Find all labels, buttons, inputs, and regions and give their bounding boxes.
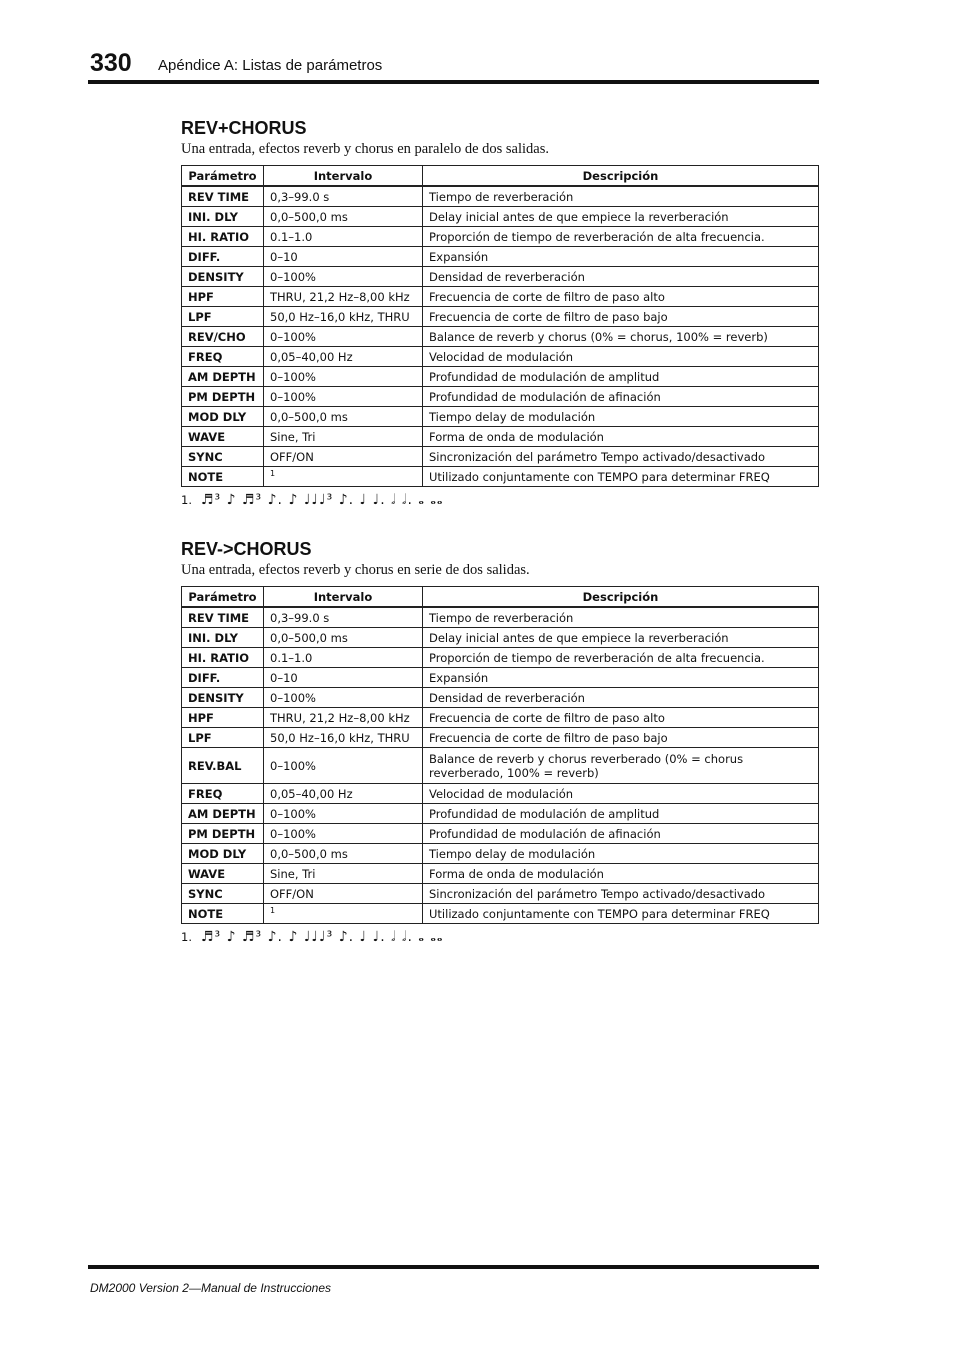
- parameter-table: [181, 165, 819, 487]
- parameter-range: 0–100%: [264, 387, 423, 407]
- parameter-description: Frecuencia de corte de filtro de paso bajo: [423, 728, 819, 748]
- parameter-name: WAVE: [182, 864, 264, 884]
- parameter-name: REV TIME: [182, 186, 264, 207]
- parameter-name: REV.BAL: [182, 748, 264, 784]
- parameter-description: Densidad de reverberación: [423, 267, 819, 287]
- parameter-description: Profundidad de modulación de afinación: [423, 387, 819, 407]
- parameter-table: [181, 586, 819, 924]
- parameter-range: 0,0–500,0 ms: [264, 628, 423, 648]
- parameter-description: Tiempo delay de modulación: [423, 844, 819, 864]
- parameter-name: FREQ: [182, 347, 264, 367]
- column-header-range: Intervalo: [264, 166, 423, 187]
- table-row: [182, 307, 819, 327]
- parameter-name: DENSITY: [182, 267, 264, 287]
- footer-rule: [88, 1265, 819, 1269]
- parameter-description: Sincronización del parámetro Tempo activado/desactivado: [423, 884, 819, 904]
- header-rule: [88, 80, 819, 84]
- column-header-description: Descripción: [423, 587, 819, 608]
- parameter-name: HI. RATIO: [182, 648, 264, 668]
- parameter-description: Balance de reverb y chorus (0% = chorus, 100% = reverb): [423, 327, 819, 347]
- parameter-range: 0–100%: [264, 267, 423, 287]
- parameter-range: 0,0–500,0 ms: [264, 207, 423, 227]
- parameter-range: OFF/ON: [264, 447, 423, 467]
- section-description: Una entrada, efectos reverb y chorus en serie de dos salidas.: [181, 562, 530, 578]
- table-body: [182, 186, 819, 487]
- parameter-range: 0–100%: [264, 327, 423, 347]
- parameter-range: Sine, Tri: [264, 427, 423, 447]
- parameter-range: 0–100%: [264, 804, 423, 824]
- column-header-parameter: Parámetro: [182, 587, 264, 608]
- table-row: [182, 207, 819, 227]
- parameter-range: 0.1–1.0: [264, 648, 423, 668]
- parameter-name: HPF: [182, 708, 264, 728]
- table-row: [182, 688, 819, 708]
- parameter-range: 0,3–99.0 s: [264, 186, 423, 207]
- table-row: [182, 824, 819, 844]
- parameter-description: Tiempo de reverberación: [423, 186, 819, 207]
- parameter-range: OFF/ON: [264, 884, 423, 904]
- parameter-name: WAVE: [182, 427, 264, 447]
- parameter-range: 0,05–40,00 Hz: [264, 347, 423, 367]
- parameter-range: [264, 904, 423, 924]
- parameter-description: Frecuencia de corte de filtro de paso alto: [423, 287, 819, 307]
- table-row: [182, 387, 819, 407]
- parameter-range: 50,0 Hz–16,0 kHz, THRU: [264, 307, 423, 327]
- table-header-row: [182, 166, 819, 187]
- table-row: [182, 864, 819, 884]
- column-header-parameter: Parámetro: [182, 166, 264, 187]
- table-row: [182, 186, 819, 207]
- column-header-description: Descripción: [423, 166, 819, 187]
- parameter-name: PM DEPTH: [182, 824, 264, 844]
- table-row: [182, 884, 819, 904]
- parameter-description: Delay inicial antes de que empiece la reverberación: [423, 628, 819, 648]
- parameter-description: Profundidad de modulación de amplitud: [423, 804, 819, 824]
- table-row: [182, 347, 819, 367]
- table-row: [182, 447, 819, 467]
- parameter-name: NOTE: [182, 467, 264, 487]
- parameter-description: Sincronización del parámetro Tempo activado/desactivado: [423, 447, 819, 467]
- parameter-range: 0,0–500,0 ms: [264, 407, 423, 427]
- parameter-description: Velocidad de modulación: [423, 347, 819, 367]
- parameter-name: MOD DLY: [182, 407, 264, 427]
- parameter-name: HPF: [182, 287, 264, 307]
- parameter-name: LPF: [182, 307, 264, 327]
- parameter-name: DIFF.: [182, 247, 264, 267]
- footer-text: DM2000 Version 2—Manual de Instrucciones: [90, 1281, 332, 1295]
- parameter-description: Velocidad de modulación: [423, 784, 819, 804]
- parameter-name: FREQ: [182, 784, 264, 804]
- parameter-name: SYNC: [182, 884, 264, 904]
- parameter-range: 0.1–1.0: [264, 227, 423, 247]
- parameter-description: Expansión: [423, 668, 819, 688]
- table-row: [182, 804, 819, 824]
- parameter-name: AM DEPTH: [182, 367, 264, 387]
- parameter-description: Utilizado conjuntamente con TEMPO para determinar FREQ: [423, 904, 819, 924]
- table-row: [182, 728, 819, 748]
- parameter-range: 0–100%: [264, 748, 423, 784]
- footnote-label: 1.: [181, 930, 192, 944]
- parameter-description: Densidad de reverberación: [423, 688, 819, 708]
- parameter-description: Forma de onda de modulación: [423, 427, 819, 447]
- note-values-symbols: ♬³ ♪ ♬³ ♪. ♪ ♩♩♩³ ♪. ♩ ♩. 𝅗𝅥 𝅗𝅥. 𝅝 𝅝𝅝: [201, 929, 444, 945]
- parameter-description: Profundidad de modulación de afinación: [423, 824, 819, 844]
- table-row: [182, 708, 819, 728]
- footnote-label: 1.: [181, 493, 192, 507]
- table-row: [182, 748, 819, 784]
- table-row: [182, 628, 819, 648]
- table-row: [182, 327, 819, 347]
- parameter-name: DENSITY: [182, 688, 264, 708]
- parameter-description: Proporción de tiempo de reverberación de alta frecuencia.: [423, 648, 819, 668]
- parameter-range: Sine, Tri: [264, 864, 423, 884]
- running-title: Apéndice A: Listas de parámetros: [158, 57, 383, 74]
- parameter-description: Frecuencia de corte de filtro de paso bajo: [423, 307, 819, 327]
- table-header-row: [182, 587, 819, 608]
- parameter-range: 0,0–500,0 ms: [264, 844, 423, 864]
- parameter-name: REV/CHO: [182, 327, 264, 347]
- parameter-description: Tiempo de reverberación: [423, 607, 819, 628]
- section-rev-plus-chorus: [181, 117, 818, 513]
- parameter-name: DIFF.: [182, 668, 264, 688]
- parameter-name: HI. RATIO: [182, 227, 264, 247]
- footnote-reference: 1: [270, 468, 276, 478]
- parameter-description: Proporción de tiempo de reverberación de alta frecuencia.: [423, 227, 819, 247]
- parameter-name: INI. DLY: [182, 207, 264, 227]
- parameter-description: Frecuencia de corte de filtro de paso alto: [423, 708, 819, 728]
- table-row: [182, 247, 819, 267]
- table-row: [182, 427, 819, 447]
- parameter-range: 0,05–40,00 Hz: [264, 784, 423, 804]
- parameter-range: [264, 467, 423, 487]
- parameter-range: 0–100%: [264, 688, 423, 708]
- parameter-name: NOTE: [182, 904, 264, 924]
- table-row: [182, 607, 819, 628]
- section-title: REV+CHORUS: [181, 118, 307, 138]
- table-row: [182, 467, 819, 487]
- parameter-name: LPF: [182, 728, 264, 748]
- parameter-range: 0–100%: [264, 824, 423, 844]
- table-row: [182, 227, 819, 247]
- parameter-description: Forma de onda de modulación: [423, 864, 819, 884]
- parameter-range: THRU, 21,2 Hz–8,00 kHz: [264, 708, 423, 728]
- parameter-description: Balance de reverb y chorus reverberado (0% = chorus reverberado, 100% = reverb): [423, 748, 819, 784]
- parameter-description: Utilizado conjuntamente con TEMPO para determinar FREQ: [423, 467, 819, 487]
- parameter-description: Delay inicial antes de que empiece la reverberación: [423, 207, 819, 227]
- table-row: [182, 287, 819, 307]
- table-row: [182, 648, 819, 668]
- column-header-range: Intervalo: [264, 587, 423, 608]
- parameter-name: INI. DLY: [182, 628, 264, 648]
- footnote-reference: 1: [270, 905, 276, 915]
- parameter-name: SYNC: [182, 447, 264, 467]
- table-row: [182, 407, 819, 427]
- table-row: [182, 668, 819, 688]
- parameter-name: AM DEPTH: [182, 804, 264, 824]
- section-rev-to-chorus: [181, 538, 818, 950]
- parameter-description: Profundidad de modulación de amplitud: [423, 367, 819, 387]
- note-values-symbols: ♬³ ♪ ♬³ ♪. ♪ ♩♩♩³ ♪. ♩ ♩. 𝅗𝅥 𝅗𝅥. 𝅝 𝅝𝅝: [201, 492, 444, 508]
- table-body: [182, 607, 819, 924]
- parameter-range: 0,3–99.0 s: [264, 607, 423, 628]
- table-row: [182, 844, 819, 864]
- table-row: [182, 367, 819, 387]
- parameter-name: REV TIME: [182, 607, 264, 628]
- section-description: Una entrada, efectos reverb y chorus en paralelo de dos salidas.: [181, 141, 549, 157]
- table-row: [182, 267, 819, 287]
- footnote: [181, 928, 818, 950]
- parameter-name: MOD DLY: [182, 844, 264, 864]
- parameter-description: Expansión: [423, 247, 819, 267]
- parameter-range: 0–10: [264, 668, 423, 688]
- parameter-range: 0–100%: [264, 367, 423, 387]
- parameter-description: Tiempo delay de modulación: [423, 407, 819, 427]
- parameter-range: THRU, 21,2 Hz–8,00 kHz: [264, 287, 423, 307]
- table-row: [182, 784, 819, 804]
- page-number: 330: [90, 49, 132, 77]
- footnote: [181, 491, 818, 513]
- parameter-range: 50,0 Hz–16,0 kHz, THRU: [264, 728, 423, 748]
- parameter-range: 0–10: [264, 247, 423, 267]
- section-title: REV->CHORUS: [181, 539, 312, 559]
- parameter-name: PM DEPTH: [182, 387, 264, 407]
- table-row: [182, 904, 819, 924]
